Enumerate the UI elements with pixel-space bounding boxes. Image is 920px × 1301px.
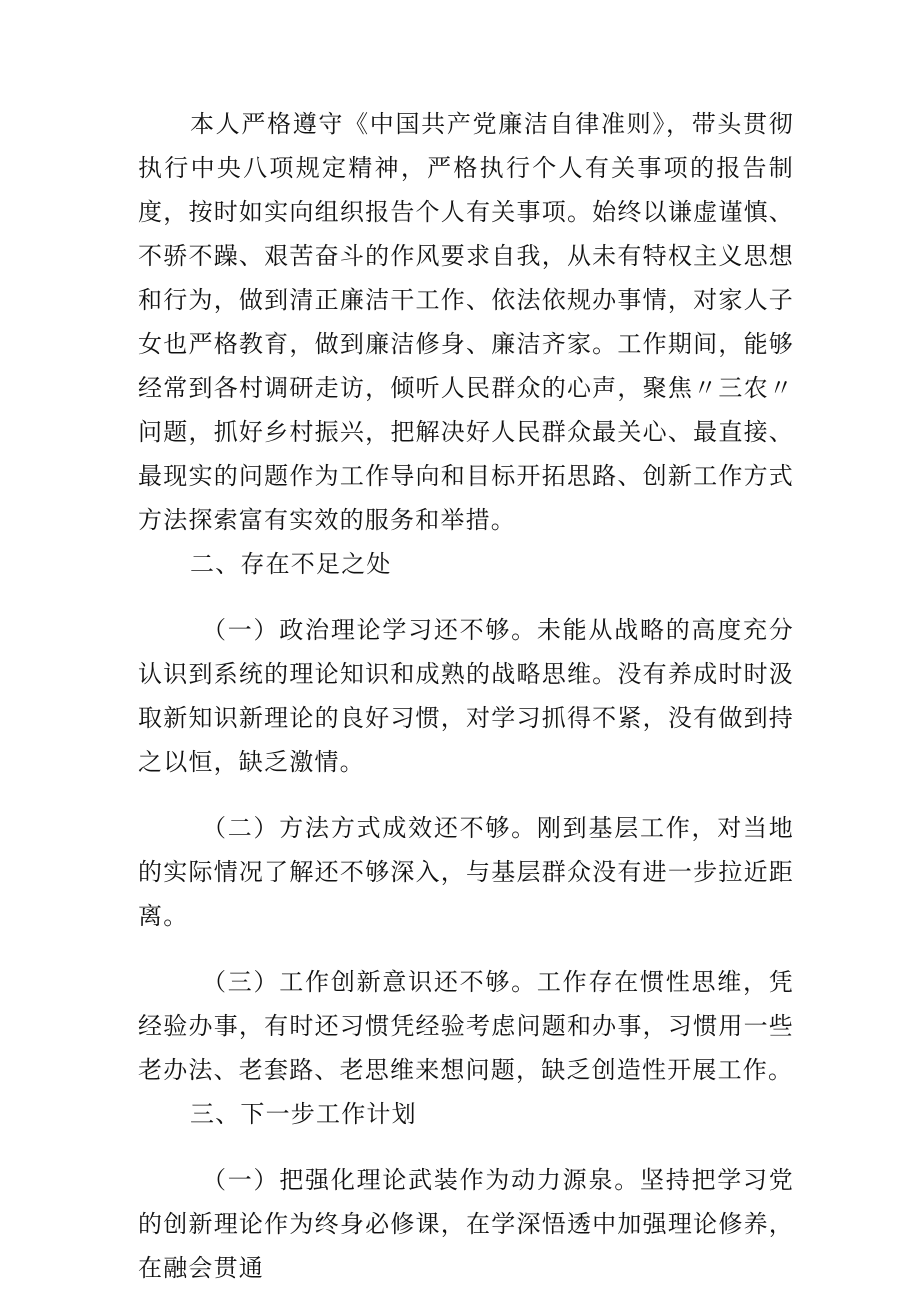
paragraph-shortcoming-methods: （二）方法方式成效还不够。刚到基层工作，对当地的实际情况了解还不够深入，与基层群众没有进一步拉近距离。 [138,814,794,930]
section-heading-shortcomings: 二、存在不足之处 [190,550,392,578]
paragraph-shortcoming-theory-study: （一）政治理论学习还不够。未能从战略的高度充分认识到系统的理论知识和成熟的战略思维。没有养成时时汲取新知识新理论的良好习惯，对学习抓得不紧，没有做到持之以恒，缺乏激情。 [138,616,794,776]
document-body [138,102,794,1290]
paragraph-shortcoming-innovation: （三）工作创新意识还不够。工作存在惯性思维，凭经验办事，有时还习惯凭经验考虑问题和办事，习惯用一些老办法、老套路、老思维来想问题，缺乏创造性开展工作。 [138,968,794,1084]
section-heading-next-steps: 三、下一步工作计划 [190,1100,417,1128]
paragraph-integrity-self-discipline: 本人严格遵守《中国共产党廉洁自律准则》，带头贯彻执行中央八项规定精神，严格执行个人有关事项的报告制度，按时如实向组织报告个人有关事项。始终以谦虚谨慎、不骄不躁、艰苦奋斗的作风要求自我，从未有特权主义思想和行为，做到清正廉洁干工作、依法依规办事情，对家人子女也严格教育，做到廉洁修身、廉洁齐家。工作期间，能够经常到各村调研走访，倾听人民群众的心声，聚焦〃三农〃问题，抓好乡村振兴，把解决好人民群众最关心、最直接、最现实的问题作为工作导向和目标开拓思路、创新工作方式方法探索富有实效的服务和举措。 [138,110,794,534]
paragraph-next-step-theory: （一）把强化理论武装作为动力源泉。坚持把学习党的创新理论作为终身必修课，在学深悟透中加强理论修养，在融会贯通 [138,1166,794,1282]
